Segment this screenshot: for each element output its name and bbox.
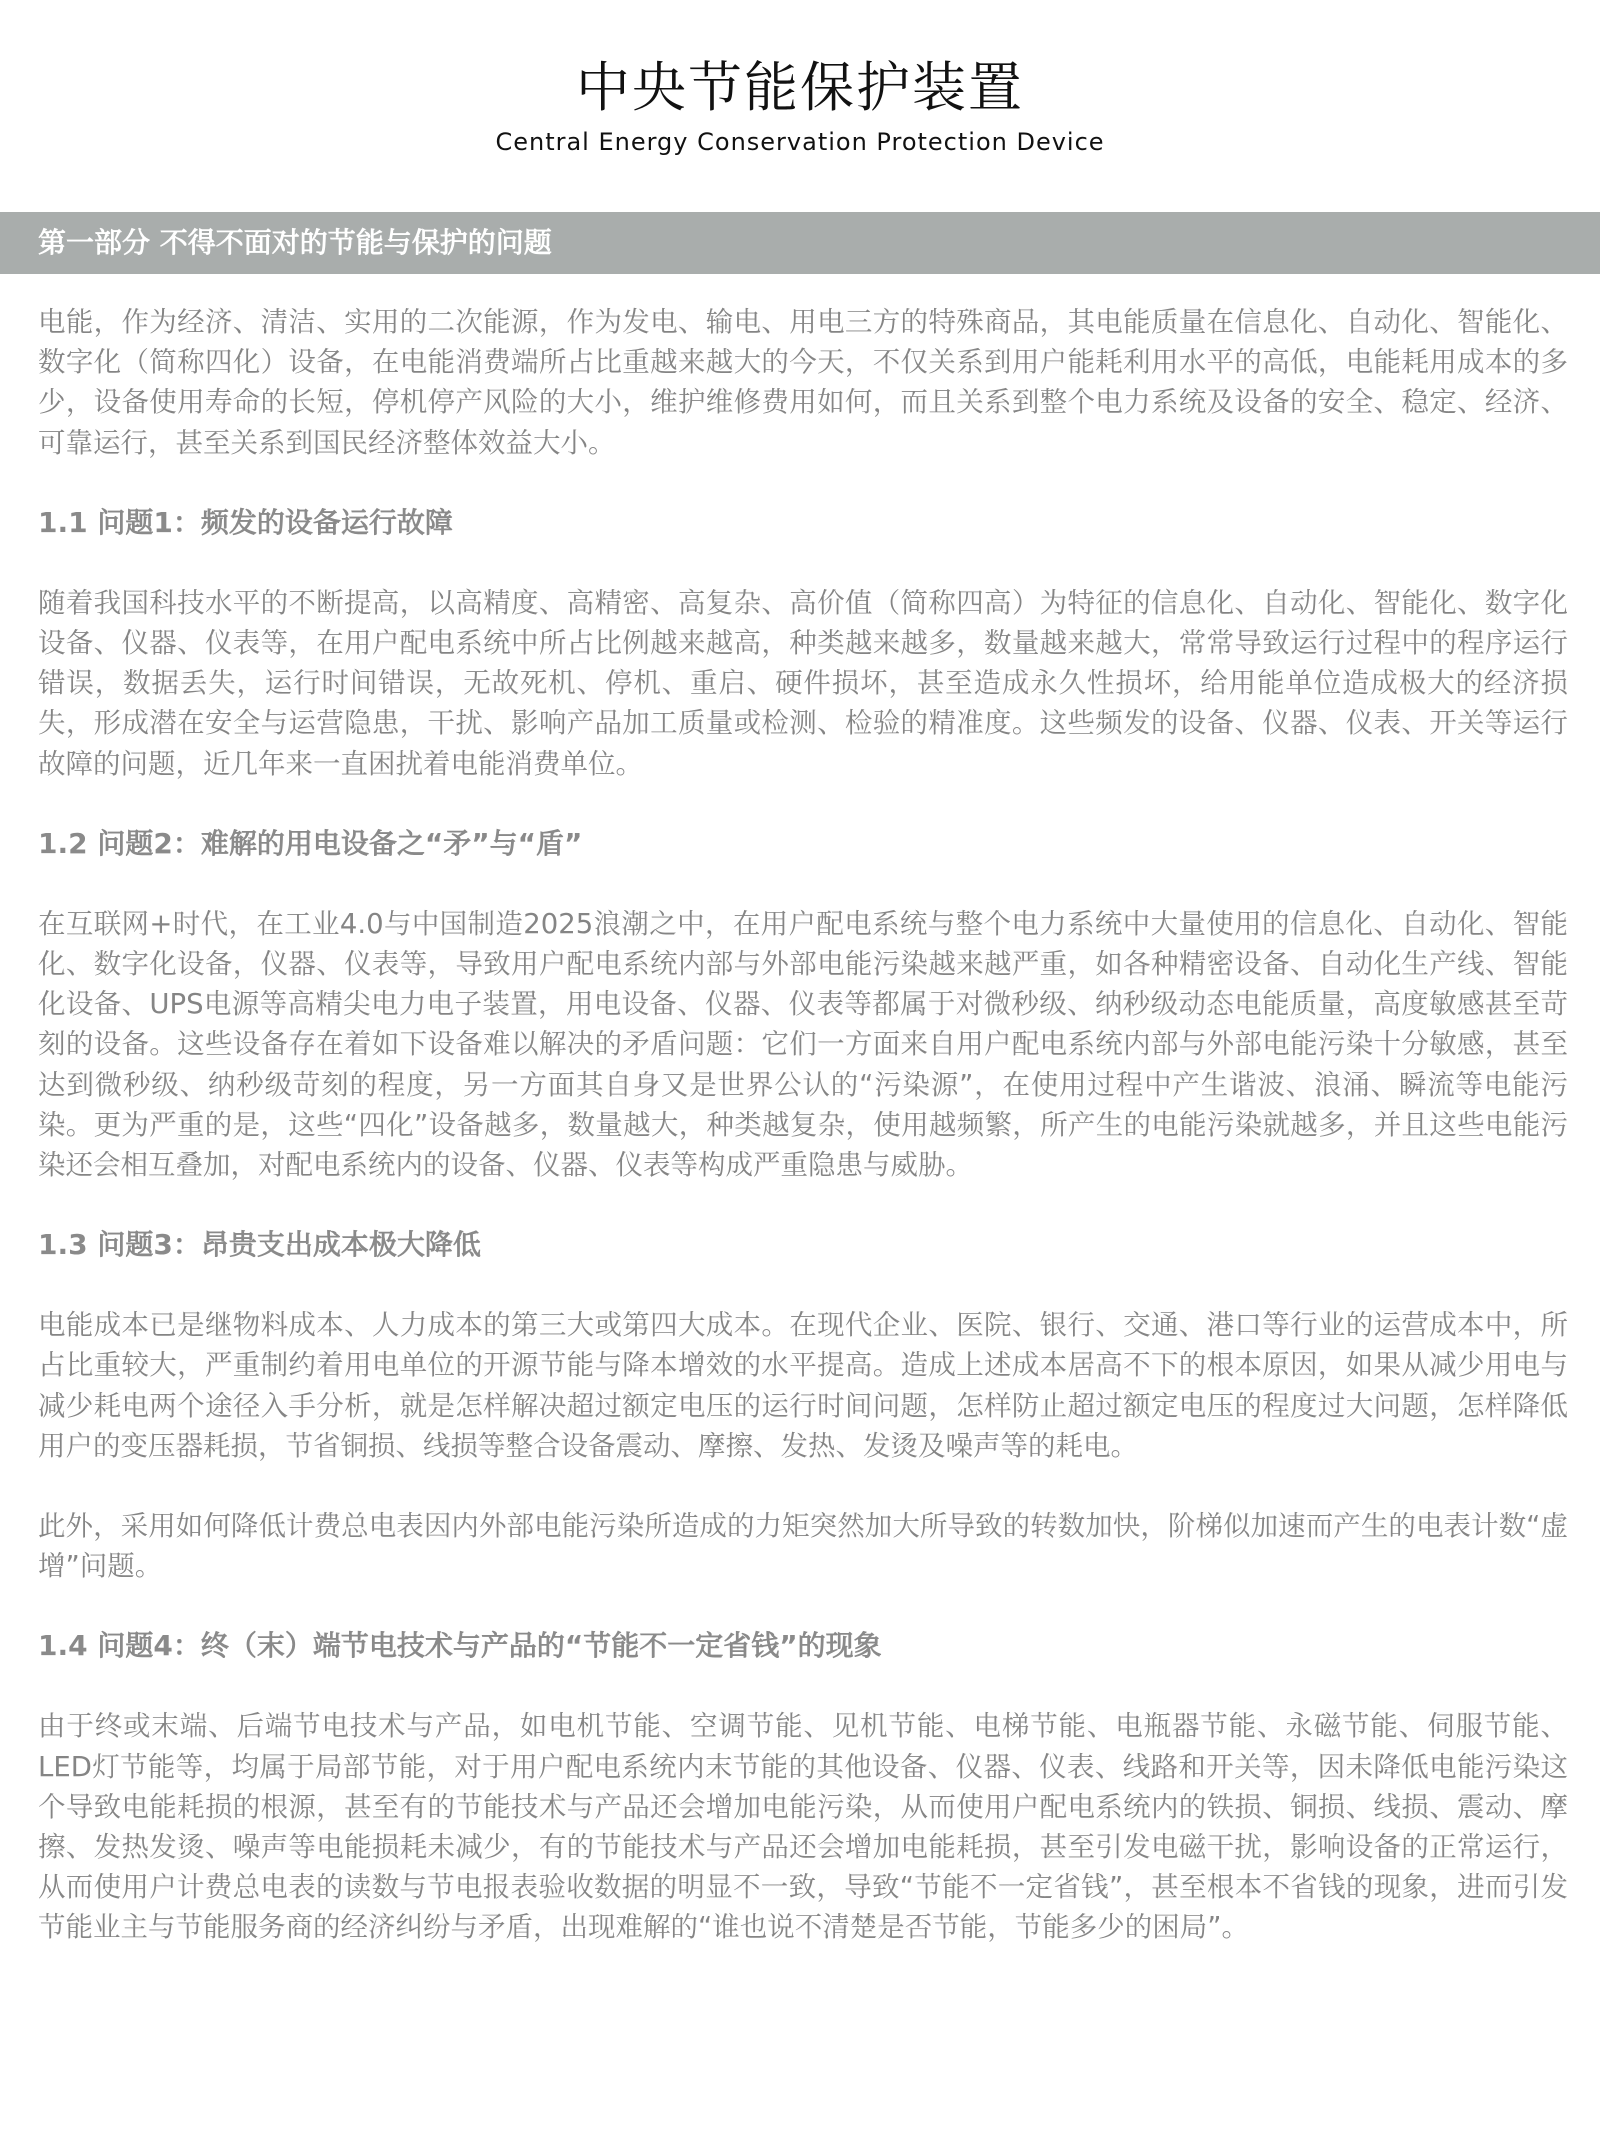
problem-heading: 1.4 问题4：终（末）端节电技术与产品的“节能不一定省钱”的现象 — [38, 1629, 882, 1663]
intro-paragraph: 电能，作为经济、清洁、实用的二次能源，作为发电、输电、用电三方的特殊商品，其电能质量在信息化、自动化、智能化、数字化（简称四化）设备，在电能消费端所占比重越来越大的今天，不仅关系到用户能耗利用水平的高低，电能耗用成本的多少，设备使用寿命的长短，停机停产风险的大小，维护维修费用如何，而且关系到整个电力系统及设备的安全、稳定、经济、可靠运行，甚至关系到国民经济整体效益大小。 — [38, 306, 1568, 459]
problem-heading: 1.3 问题3：昂贵支出成本极大降低 — [38, 1228, 481, 1262]
problem-paragraph: 由于终或末端、后端节电技术与产品，如电机节能、空调节能、见机节能、电梯节能、电瓶器节能、永磁节能、伺服节能、LED灯节能等，均属于局部节能，对于用户配电系统内末节能的其他设备、仪器、仪表、线路和开关等，因未降低电能污染这个导致电能耗损的根源，甚至有的节能技术与产品还会增加电能污染，从而使用户配电系统内的铁损、铜损、线损、震动、摩擦、发热发烫、噪声等电能损耗未减少，有的节能技术与产品还会增加电能耗损，甚至引发电磁干扰，影响设备的正常运行，从而使用户计费总电表的读数与节电报表验收数据的明显不一致，导致“节能不一定省钱”，甚至根本不省钱的现象，进而引发节能业主与节能服务商的经济纠纷与矛盾，出现难解的“谁也说不清楚是否节能，节能多少的困局”。 — [38, 1710, 1568, 1944]
page-subtitle-english: Central Energy Conservation Protection Device — [495, 128, 1105, 156]
problem-3 — [38, 1225, 1568, 1586]
problem-paragraph: 在互联网+时代，在工业4.0与中国制造2025浪潮之中，在用户配电系统与整个电力系统中大量使用的信息化、自动化、智能化、数字化设备，仪器、仪表等，导致用户配电系统内部与外部电能污染越来越严重，如各种精密设备、自动化生产线、智能化设备、UPS电源等高精尖电力电子装置，用电设备、仪器、仪表等都属于对微秒级、纳秒级动态电能质量，高度敏感甚至苛刻的设备。这些设备存在着如下设备难以解决的矛盾问题：它们一方面来自用户配电系统内部与外部电能污染十分敏感，甚至达到微秒级、纳秒级苛刻的程度，另一方面其自身又是世界公认的“污染源”，在使用过程中产生谐波、浪涌、瞬流等电能污染。更为严重的是，这些“四化”设备越多，数量越大，种类越复杂，使用越频繁，所产生的电能污染就越多，并且这些电能污染还会相互叠加，对配电系统内的设备、仪器、仪表等构成严重隐患与威胁。 — [38, 907, 1568, 1182]
problem-paragraph: 电能成本已是继物料成本、人力成本的第三大或第四大成本。在现代企业、医院、银行、交通、港口等行业的运营成本中，所占比重较大，严重制约着用电单位的开源节能与降本增效的水平提高。造成上述成本居高不下的根本原因，如果从减少用电与减少耗电两个途径入手分析，就是怎样解决超过额定电压的运行时间问题，怎样防止超过额定电压的程度过大问题，怎样降低用户的变压器耗损，节省铜损、线损等整合设备震动、摩擦、发热、发烫及噪声等的耗电。 — [38, 1309, 1568, 1462]
problem-1 — [38, 503, 1568, 784]
problem-paragraph: 随着我国科技水平的不断提高，以高精度、高精密、高复杂、高价值（简称四高）为特征的信息化、自动化、智能化、数字化设备、仪器、仪表等，在用户配电系统中所占比例越来越高，种类越来越多，数量越来越大，常常导致运行过程中的程序运行错误，数据丢失，运行时间错误，无故死机、停机、重启、硬件损坏，甚至造成永久性损坏，给用能单位造成极大的经济损失，形成潜在安全与运营隐患，干扰、影响产品加工质量或检测、检验的精准度。这些频发的设备、仪器、仪表、开关等运行故障的问题，近几年来一直困扰着电能消费单位。 — [38, 586, 1568, 780]
problem-heading: 1.1 问题1：频发的设备运行故障 — [38, 505, 453, 539]
document-header — [0, 0, 1600, 158]
problem-4 — [38, 1626, 1568, 1947]
page-title: 中央节能保护装置 — [576, 56, 1024, 119]
section-heading-bar: 第一部分 不得不面对的节能与保护的问题 — [0, 212, 1600, 274]
problem-paragraph: 此外，采用如何降低计费总电表因内外部电能污染所造成的力矩突然加大所导致的转数加快，阶梯似加速而产生的电表计数“虚增”问题。 — [38, 1510, 1568, 1583]
problem-2 — [38, 824, 1568, 1185]
document-body — [38, 302, 1568, 1988]
problem-heading: 1.2 问题2：难解的用电设备之“矛”与“盾” — [38, 826, 583, 860]
